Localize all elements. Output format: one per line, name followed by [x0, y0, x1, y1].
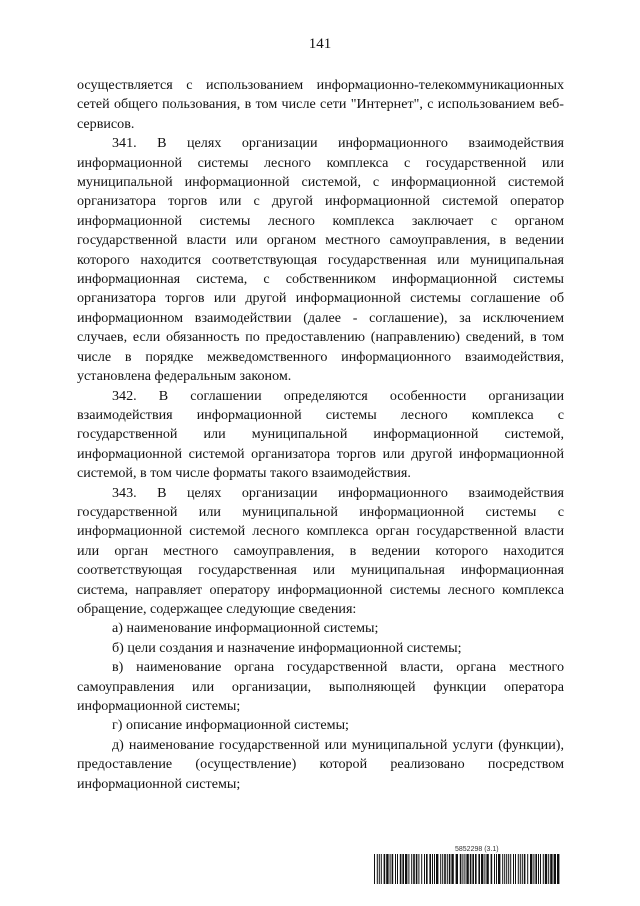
barcode-bar — [451, 854, 453, 884]
barcode-bar — [530, 854, 532, 884]
barcode-bar — [475, 854, 477, 884]
barcode-bar — [400, 854, 402, 884]
list-item-g: г) описание информационной системы; — [112, 717, 349, 734]
body-text — [77, 76, 564, 794]
barcode-bar — [548, 854, 549, 884]
paragraph-341: 341. В целях организации информационного взаимодействия информационной системы лесного комплекса с государственной или муниципальной информационной системой, с информационной системой организатора торгов или с другой информационной системой оператор информационной системы лесного комплекса заключает с органом государственной власти или органом местного самоуправления, в ведении которого находится соответствующая государственная или муниципальная информационная система, с собственником информационной системы организатора торгов или другой информационной системы соглашение об информационном взаимодействии (далее - соглашение), за исключением случаев, если обязанность по предоставлению (направлению) сведений, в том числе в порядке межведомственного информационного взаимодействия, установлена федеральным законом. — [77, 135, 564, 385]
barcode-bar — [434, 854, 435, 884]
barcode-icon — [374, 854, 562, 884]
barcode-bar — [494, 854, 495, 884]
barcode-bar — [486, 854, 488, 884]
list-item-v: в) наименование органа государственной власти, органа местного самоуправления или организации, выполняющей функции оператора информационной системы; — [77, 659, 564, 714]
barcode-bar — [440, 854, 441, 884]
barcode-bar — [379, 854, 380, 884]
paragraph-continuation: осуществляется с использованием информационно-телекоммуникационных сетей общего пользования, в том числе сети "Интернет", с использованием веб-сервисов. — [77, 77, 564, 132]
barcode-bar — [491, 854, 493, 884]
barcode-bar — [413, 854, 415, 884]
barcode-bar — [504, 854, 505, 884]
barcode-bar — [545, 854, 547, 884]
barcode-bar — [520, 854, 521, 884]
barcode-bar — [436, 854, 438, 884]
barcode-bar — [527, 854, 528, 884]
barcode-bar — [462, 854, 463, 884]
list-item-b: б) цели создания и назначение информационной системы; — [112, 639, 462, 656]
barcode-bar — [402, 854, 404, 884]
paragraph-342: 342. В соглашении определяются особенности организации взаимодействия информационной системы лесного комплекса с государственной или муниципальной информационной системой, информационной системой организатора торгов или другой информационной системой, в том числе форматы такого взаимодействия. — [77, 387, 564, 482]
barcode-bar — [502, 854, 503, 884]
barcode-bar — [377, 854, 378, 884]
barcode-bar — [481, 854, 483, 884]
list-item-a: а) наименование информационной системы; — [112, 620, 379, 637]
barcode-bar — [478, 854, 480, 884]
barcode-bar — [384, 854, 386, 884]
barcode-bar — [466, 854, 468, 884]
barcode-bar — [405, 854, 407, 884]
barcode-bar — [392, 854, 394, 884]
barcode-bar — [524, 854, 526, 884]
barcode-bar — [543, 854, 544, 884]
barcode-bar — [515, 854, 516, 884]
page-number: 141 — [308, 36, 332, 52]
barcode-bar — [449, 854, 451, 884]
barcode-bar — [540, 854, 541, 884]
barcode-bar — [411, 854, 412, 884]
barcode-bar — [456, 854, 458, 884]
barcode-bar — [550, 854, 552, 884]
barcode-bar — [506, 854, 507, 884]
barcode-bar — [424, 854, 425, 884]
barcode-bar — [397, 854, 398, 884]
barcode-bar — [395, 854, 396, 884]
barcode-bar — [508, 854, 509, 884]
barcode-bar — [432, 854, 433, 884]
barcode-bar — [518, 854, 519, 884]
barcode-bar — [390, 854, 391, 884]
barcode-bar — [374, 854, 375, 884]
list-item-d: д) наименование государственной или муниципальной услуги (функции), предоставление (осуществление) которой реализовано посредством информационной системы; — [77, 736, 564, 792]
barcode-bar — [510, 854, 511, 884]
barcode-bar — [418, 854, 419, 884]
document-code: 5852298 (3.1) — [455, 846, 499, 853]
barcode-bar — [535, 854, 537, 884]
barcode-bar — [496, 854, 497, 884]
barcode-bar — [416, 854, 418, 884]
barcode-bar — [444, 854, 446, 884]
barcode-bar — [533, 854, 534, 884]
barcode-bar — [522, 854, 523, 884]
barcode-bar — [421, 854, 422, 884]
barcode-bar — [538, 854, 539, 884]
barcode-bar — [381, 854, 382, 884]
barcode-bar — [498, 854, 500, 884]
barcode-bar — [447, 854, 448, 884]
barcode-bar — [386, 854, 388, 884]
barcode-bar — [557, 854, 559, 884]
barcode-bar — [442, 854, 443, 884]
barcode-bar — [460, 854, 462, 884]
barcode-bar — [426, 854, 428, 884]
barcode-bar — [513, 854, 514, 884]
barcode-bar — [484, 854, 485, 884]
barcode-bar — [472, 854, 474, 884]
barcode-bar — [464, 854, 465, 884]
barcode-bar — [554, 854, 556, 884]
barcode-bar — [470, 854, 472, 884]
barcode-bar — [408, 854, 409, 884]
barcode-bar — [429, 854, 431, 884]
paragraph-343: 343. В целях организации информационного взаимодействия государственной или муниципальной информационной системы с информационной системой лесного комплекса орган государственной власти или орган местного самоуправления, в ведении которого находится соответствующая государственная или муниципальная информационная система, направляет оператору информационной системы лесного комплекса обращение, содержащее следующие сведения: — [77, 484, 564, 617]
